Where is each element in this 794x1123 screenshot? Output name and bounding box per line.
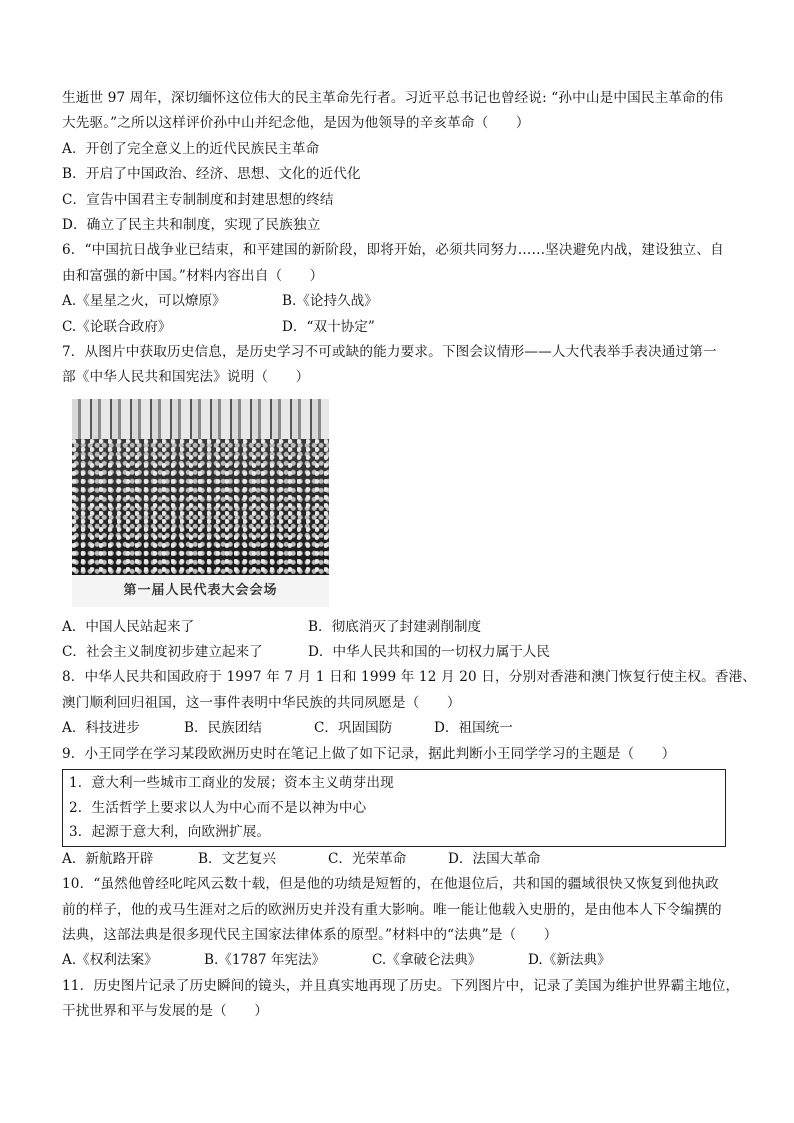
photo-caption: 第一届人民代表大会会场 <box>72 575 329 607</box>
q6-stem-line-2: 由和富强的新中国。”材料内容出自（ ） <box>62 267 324 284</box>
q6-option-c[interactable]: C.《论联合政府》 <box>62 318 172 335</box>
q9-note-3: 3．起源于意大利，向欧洲扩展。 <box>69 824 271 841</box>
q5-option-b[interactable]: B．开启了中国政治、经济、思想、文化的近代化 <box>62 166 361 183</box>
q10-option-a[interactable]: A.《权利法案》 <box>62 952 158 969</box>
q5-stem-line-1: 生逝世 97 周年，深切缅怀这位伟大的民主革命先行者。习近平总书记也曾经说: “孙中山是中国民主革命的伟 <box>62 90 724 106</box>
q6-option-d[interactable]: D．“双十协定” <box>282 318 375 335</box>
q6-options-row-1 <box>62 289 734 314</box>
q7-option-b[interactable]: B．彻底消灭了封建剥削制度 <box>308 618 482 635</box>
q6-options-row-2 <box>62 315 734 340</box>
q9-options-row <box>62 847 734 872</box>
exam-page <box>62 86 757 1025</box>
photo-ceiling <box>72 399 329 441</box>
q8-stem-line-1: 8．中华人民共和国政府于 1997 年 7 月 1 日和 1999 年 12 月 20 日，分别对香港和澳门恢复行使主权。香港、 <box>62 669 757 686</box>
q7-option-a[interactable]: A．中国人民站起来了 <box>62 618 195 635</box>
congress-photo <box>72 399 329 607</box>
q5-option-d[interactable]: D．确立了民主共和制度，实现了民族独立 <box>62 216 321 233</box>
q7-options-row-1 <box>62 615 734 640</box>
q6-option-b[interactable]: B.《论持久战》 <box>282 293 378 310</box>
q8-option-b[interactable]: B．民族团结 <box>184 720 262 737</box>
photo-crowd <box>72 439 329 579</box>
q8-option-d[interactable]: D．祖国统一 <box>434 720 513 737</box>
q5-option-c[interactable]: C．宣告中国君主专制制度和封建思想的终结 <box>62 191 334 208</box>
q10-option-d[interactable]: D.《新法典》 <box>528 952 611 969</box>
q10-option-c[interactable]: C.《拿破仑法典》 <box>372 952 482 969</box>
q9-note-2: 2．生活哲学上要求以人为中心而不是以神为中心 <box>69 799 367 816</box>
q7-option-c[interactable]: C．社会主义制度初步建立起来了 <box>62 644 263 661</box>
q7-stem-line-1: 7．从图片中获取历史信息，是历史学习不可或缺的能力要求。下图会议情形——人大代表举手表决通过第一 <box>62 343 717 360</box>
q7-option-d[interactable]: D．中华人民共和国的一切权力属于人民 <box>308 644 550 661</box>
q6-stem-line-1: 6．“中国抗日战争业已结束，和平建国的新阶段，即将开始，必须共同努力……坚决避免内战，建设独立、自 <box>62 242 724 259</box>
q5-stem-line-2: 大先驱。”之所以这样评价孙中山并纪念他，是因为他领导的辛亥革命（ ） <box>62 115 530 132</box>
q8-options-row <box>62 716 734 741</box>
q7-stem-line-2: 部《中华人民共和国宪法》说明（ ） <box>62 369 310 386</box>
q10-stem-line-3: 法典，这部法典是很多现代民主国家法律体系的原型。”材料中的“法典”是（ ） <box>62 926 558 943</box>
q9-option-b[interactable]: B．文艺复兴 <box>198 850 276 867</box>
q6-option-a[interactable]: A.《星星之火，可以燎原》 <box>62 293 226 310</box>
q10-stem-line-1: 10．“虽然他曾经叱咤风云数十载，但是他的功绩是短暂的，在他退位后，共和国的疆域很快又恢复到他执政 <box>62 876 719 893</box>
q9-option-c[interactable]: C．光荣革命 <box>328 850 407 867</box>
q8-stem-line-2: 澳门顺利回归祖国，这一事件表明中华民族的共同夙愿是（ ） <box>62 694 461 711</box>
q9-note-1: 1．意大利一些城市工商业的发展；资本主义萌芽出现 <box>69 775 394 792</box>
q9-option-d[interactable]: D．法国大革命 <box>448 850 541 867</box>
q7-options-row-2 <box>62 640 734 665</box>
q9-stem-line-1: 9．小王同学在学习某段欧洲历史时在笔记上做了如下记录，据此判断小王同学学习的主题是（ ） <box>62 745 676 762</box>
q11-stem-line-1: 11．历史图片记录了历史瞬间的镜头，并且真实地再现了历史。下列图片中，记录了美国为维护世界霸主地位， <box>62 977 740 994</box>
q9-option-a[interactable]: A．新航路开辟 <box>62 850 154 867</box>
q10-option-b[interactable]: B.《1787 年宪法》 <box>204 952 326 969</box>
q10-stem-line-2: 前的样子，他的戎马生涯对之后的欧洲历史并没有重大影响。唯一能让他载入史册的，是由他本人下令编撰的 <box>62 901 722 918</box>
q10-options-row <box>62 948 734 973</box>
q9-notes-box <box>62 769 726 847</box>
q11-stem-line-2: 干扰世界和平与发展的是（ ） <box>62 1003 269 1020</box>
q5-option-a[interactable]: A．开创了完全意义上的近代民族民主革命 <box>62 140 320 157</box>
q8-option-a[interactable]: A．科技进步 <box>62 720 140 737</box>
q8-option-c[interactable]: C．巩固国防 <box>314 720 393 737</box>
